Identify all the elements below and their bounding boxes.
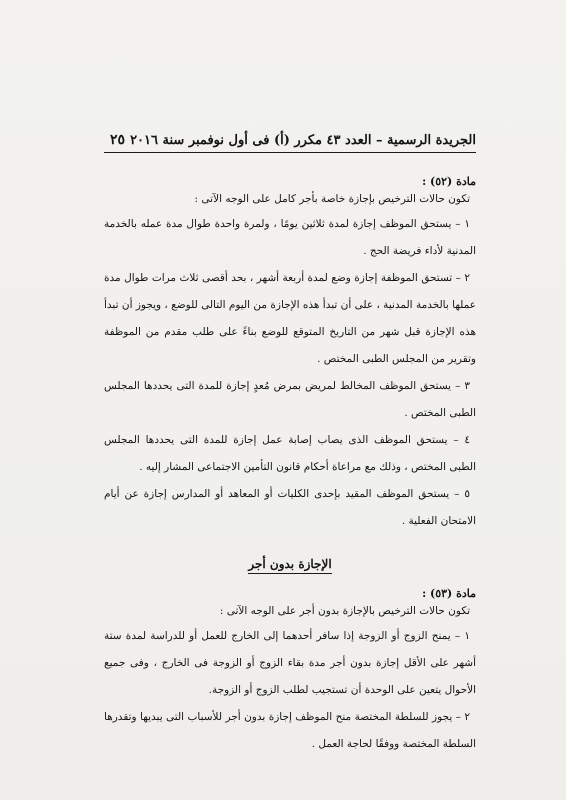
article-52-item-1: ١ – يستحق الموظف إجازة لمدة ثلاثين يومًا ، ولمرة واحدة طوال مدة عمله بالخدمة المدنية لأداء فريضة الحج . xyxy=(104,218,476,257)
article-52-item-2: ٢ – تستحق الموظفة إجازة وضع لمدة أربعة أشهر ، بحد أقصى ثلاث مرات طوال مدة عملها بالخدمة المدنية ، على أن تبدأ هذه الإجازة من اليوم التالى للوضع ، ويجوز أن تبدأ هذه الإجازة قبل شهر من التاريخ المتوقع للوضع بناءً على طلب مقدم من الموظفة وتقرير من المجلس الطبى المختص . xyxy=(104,272,476,365)
document-content xyxy=(104,132,476,780)
article-52-title: مادة (٥٢) : xyxy=(422,175,476,188)
page-number: ٢٥ xyxy=(110,132,126,148)
article-52-item-4: ٤ – يستحق الموظف الذى يصاب إصابة عمل إجازة للمدة التى يحددها المجلس الطبى المختص ، وذلك مع مراعاة أحكام قانون التأمين الاجتماعى المشار إليه . xyxy=(104,434,476,473)
article-53-intro: تكون حالات الترخيص بالإجازة بدون أجر على الوجه الآتى : xyxy=(219,605,470,617)
article-53-item-2: ٢ – يجوز للسلطة المختصة منح الموظف إجازة بدون أجر للأسباب التى يبديها وتقدرها السلطة المختصة ووفقًا لحاجة العمل . xyxy=(104,711,476,750)
article-52-intro: تكون حالات الترخيص بإجازة خاصة بأجر كامل على الوجه الآتى : xyxy=(194,193,470,205)
article-52-item-5: ٥ – يستحق الموظف المقيد بإحدى الكليات أو المعاهد أو المدارس إجازة عن أيام الامتحان الفعلية . xyxy=(104,488,476,527)
header-title: الجريدة الرسمية – العدد ٤٣ مكرر (أ) فى أول نوفمبر سنة ٢٠١٦ xyxy=(130,133,476,148)
article-53 xyxy=(104,587,476,758)
article-53-item-1: ١ – يمنح الزوج أو الزوجة إذا سافر أحدهما إلى الخارج للعمل أو للدراسة لمدة ستة أشهر على الأقل إجازة بدون أجر مدة بقاء الزوج أو الزوجة فى الخارج ، وفى جميع الأحوال يتعين على الوحدة أن تستجيب لطلب الزوج أو الزوجة. xyxy=(104,630,476,696)
section-heading-text: الإجازة بدون أجر xyxy=(248,557,331,574)
article-52-item-3: ٣ – يستحق الموظف المخالط لمريض بمرض مُعدٍ إجازة للمدة التى يحددها المجلس الطبى المختص . xyxy=(104,380,476,419)
article-53-title: مادة (٥٣) : xyxy=(422,587,476,600)
section-heading xyxy=(104,557,476,571)
article-52 xyxy=(104,175,476,535)
page-header xyxy=(104,132,476,153)
